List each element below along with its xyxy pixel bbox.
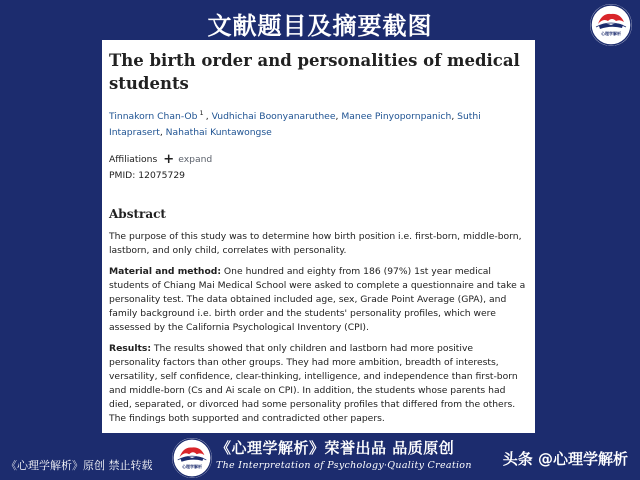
brand-tagline: 《心理学解析》荣誉出品 品质原创 bbox=[216, 439, 455, 457]
expand-label: expand bbox=[178, 154, 213, 166]
author-separator: , bbox=[159, 127, 166, 139]
affiliations-row bbox=[109, 153, 527, 167]
copyright-watermark: 《心理学解析》原创 禁止转载 bbox=[6, 459, 153, 472]
author-separator: , bbox=[335, 111, 342, 123]
plus-icon: + bbox=[163, 152, 175, 168]
author-link[interactable]: Suthi Intaprasert bbox=[109, 111, 481, 139]
author-list bbox=[109, 105, 527, 141]
paper-abstract-card bbox=[102, 40, 535, 433]
affiliations-label: Affiliations bbox=[109, 154, 158, 166]
author-link[interactable]: Tinnakorn Chan-Ob bbox=[109, 111, 198, 123]
brand-logo-footer bbox=[172, 438, 212, 478]
brand-logo bbox=[590, 4, 632, 46]
logo-caption: 心理学解析 bbox=[182, 464, 202, 469]
platform-watermark: 头条 @心理学解析 bbox=[502, 450, 628, 468]
brain-globe-icon bbox=[590, 4, 632, 46]
author-separator: , bbox=[205, 111, 212, 123]
brain-globe-icon bbox=[172, 438, 212, 478]
slide-title: 文献题目及摘要截图 bbox=[207, 12, 433, 40]
brand-subtitle: The Interpretation of Psychology·Quality Creation bbox=[216, 460, 472, 471]
abstract-paragraph: Results: The results showed that only children and lastborn had more positive personality factors than other groups. They had more ambition, breadth of interests, versatility, self confidence, clear-thinking, intelligence, and independence than first-born and middle-born (Cs and Ai scale on CPI). In addition, the students whose parents had died, separated, or divorced had some personality profiles that differed from the others. The findings both supported and contradicted other papers. bbox=[109, 343, 518, 425]
paper-title: The birth order and personalities of medical students bbox=[109, 51, 520, 93]
abstract-paragraph: Material and method: One hundred and eighty from 186 (97%) 1st year medical students of Chiang Mai Medical School were asked to complete a questionnaire and take a personality test. The data obtained included age, sex, Grade Point Average (GPA), and family background i.e. birth order and the students' personality profiles, which were assessed by the California Psychological Inventory (CPI). bbox=[109, 266, 526, 334]
affiliation-superscript[interactable]: 1 bbox=[197, 109, 206, 117]
abstract-heading: Abstract bbox=[109, 207, 166, 222]
expand-affiliations-button[interactable] bbox=[163, 153, 212, 167]
paragraph-label: Material and method: bbox=[109, 266, 222, 278]
logo-caption: 心理学解析 bbox=[601, 31, 621, 36]
abstract-paragraph: The purpose of this study was to determine how birth position i.e. first-born, middle-born, lastborn, and only child, correlates with personality. bbox=[109, 231, 522, 257]
paragraph-label: Results: bbox=[109, 343, 151, 355]
author-link[interactable]: Nahathai Kuntawongse bbox=[165, 127, 272, 139]
brand-banner bbox=[216, 437, 472, 471]
pmid: PMID: 12075729 bbox=[109, 170, 186, 182]
author-link[interactable]: Manee Pinyopornpanich bbox=[341, 111, 452, 123]
abstract-body bbox=[109, 230, 527, 426]
author-link[interactable]: Vudhichai Boonyanaruthee bbox=[211, 111, 336, 123]
author-separator: , bbox=[451, 111, 458, 123]
